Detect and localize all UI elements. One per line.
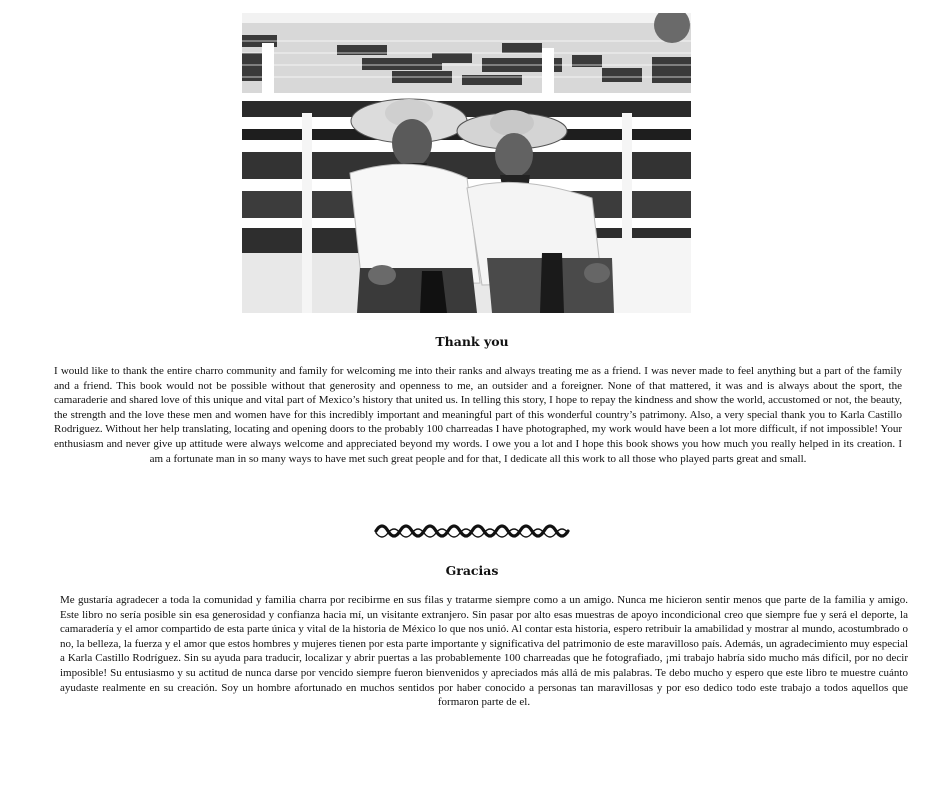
gracias-heading: Gracias: [445, 563, 499, 578]
charros-photo: [242, 13, 691, 313]
thank-you-heading: Thank you: [435, 334, 509, 349]
wave-scroll-divider-icon: [372, 521, 572, 541]
thank-you-paragraph: I would like to thank the entire charro community and family for welcoming me into their ranks and always treating me as a friend. I was never made to feel anything but a part of the family and a friend. This book would not be possible without that generosity and openness to me, an outsider and a foreigner. None of that mattered, it was and is always about the sport, the camaraderie and shared love of this unique and vital part of Mexico’s history that united us. In telling this story, I hope to repay the kindness and show the world, accustomed or not, the beauty, the strength and the love these men and women have for this incredibly important and meaningful part of this wonderful country’s patrimony. Also, a very special thank you to Karla Castillo Rodriguez. Without her help translating, locating and opening doors to the probably 100 charreadas I have photographed, my work would have been a lot more difficult, if not impossible! Your enthusiasm and never give up attitude were always welcome and appreciated beyond my words. I owe you a lot and I hope this book shows you how much you really helped in its creation. I am a fortunate man in so many ways to have met such great people and for that, I dedicate all this work to all those who played parts great and small.: [54, 365, 902, 465]
gracias-paragraph: Me gustaría agradecer a toda la comunidad y familia charra por recibirme en sus filas y tratarme siempre como a un amigo. Nunca me hicieron sentir menos que parte de la familia y amigo. Este libro no sería posible sin esa generosidad y confianza hacia mí, un visitante extranjero. Sin pasar por alto esas muestras de apoyo incondicional creo que siempre fue y será el deporte, la camaradería y el amor compartido de esta parte única y vital de la historia de México lo que nos unió. Al contar esta historia, espero retribuir la amabilidad y mostrar al mundo, acostumbrado o no, la belleza, la fuerza y el amor que estos hombres y mujeres tienen por esta parte importante y significativa del patrimonio de este maravilloso país. Además, un agradecimiento muy especial a Karla Castillo Rodríguez. Sin su ayuda para traducir, localizar y abrir puertas a las probablemente 100 charreadas que he fotografiado, ¡mi trabajo habría sido mucho más difícil, por no decir imposible! Su entusiasmo y su actitud de nunca darse por vencido siempre fueron bienvenidos y apreciados más allá de mis palabras. Te debo mucho y espero que este libro te muestre cuánto ayudaste realmente en su creación. Soy un hombre afortunado en muchos sentidos por haber conocido a personas tan maravillosas y por eso dedico todo este trabajo a todos aquellos que formaron parte de el.: [60, 594, 908, 709]
